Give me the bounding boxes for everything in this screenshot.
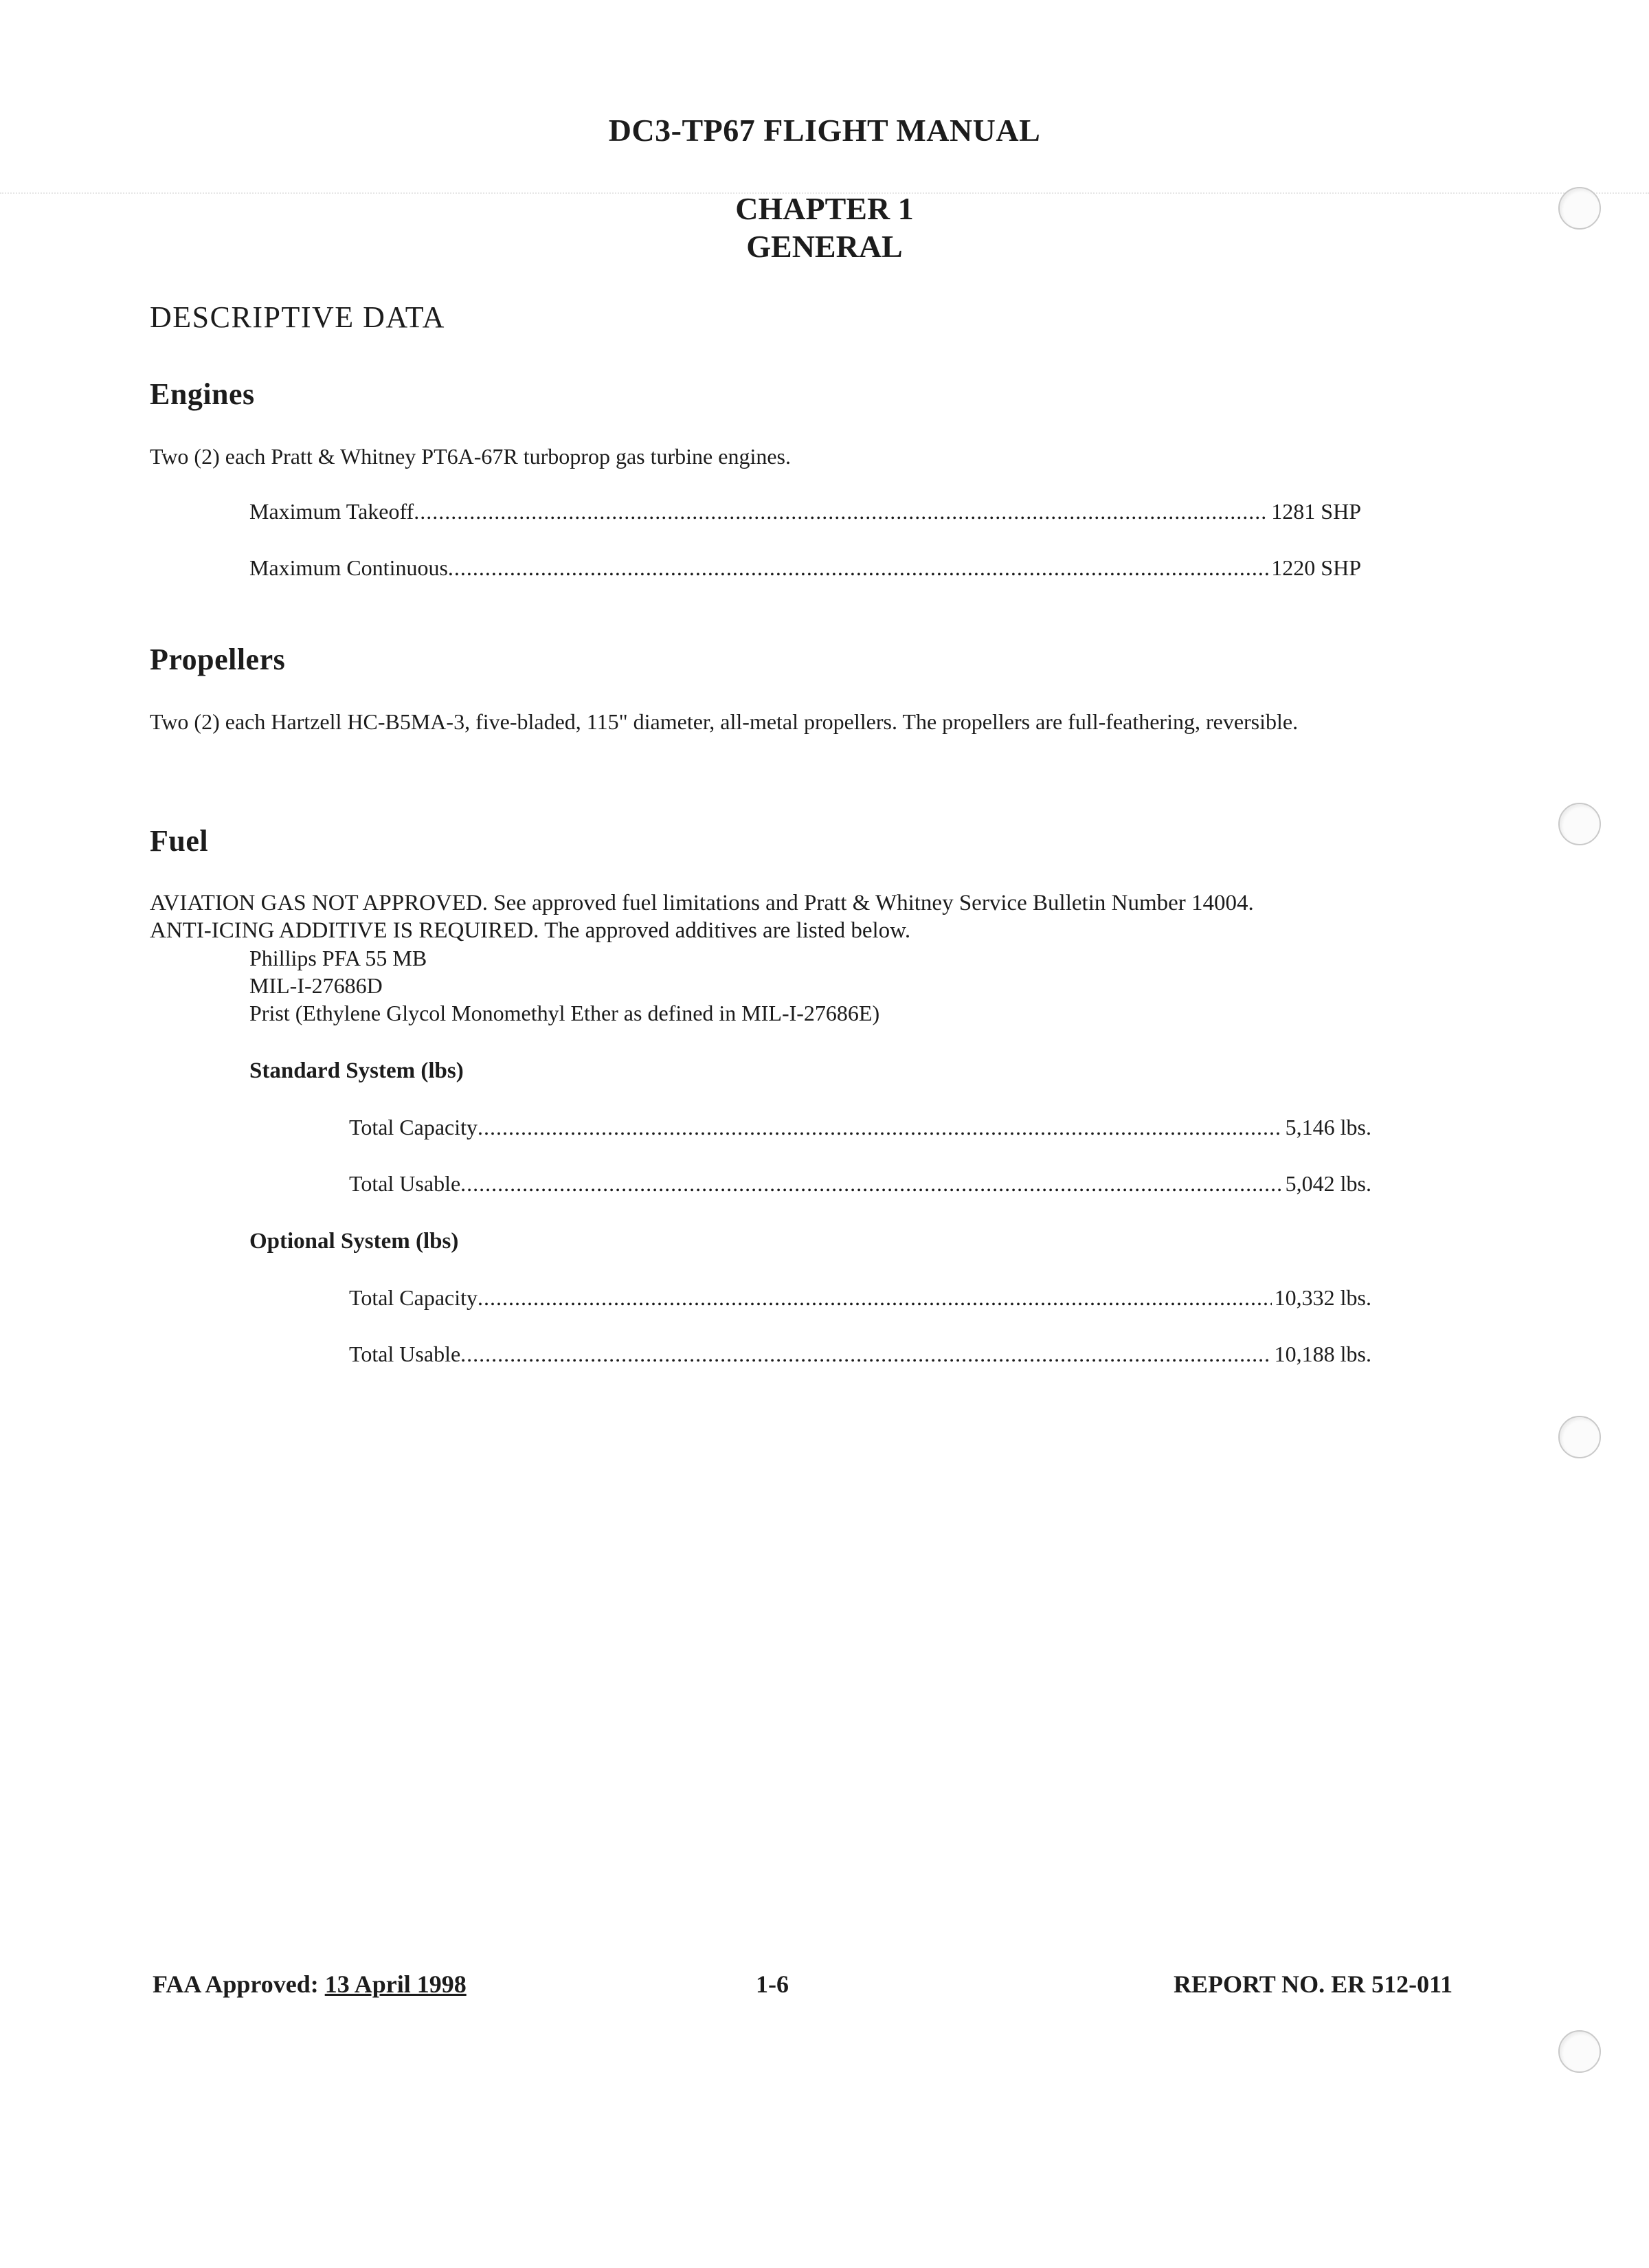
fuel-heading: Fuel	[150, 824, 209, 858]
leader-dots	[460, 1171, 1283, 1197]
spec-value: 5,146 lbs.	[1285, 1115, 1371, 1139]
punch-hole-icon	[1558, 803, 1601, 845]
additive-item: Phillips PFA 55 MB	[249, 946, 427, 970]
spec-value: 10,332 lbs.	[1274, 1285, 1371, 1310]
page-number: 1-6	[756, 1970, 789, 1998]
leader-dots	[414, 499, 1268, 524]
engines-description: Two (2) each Pratt & Whitney PT6A-67R turboprop gas turbine engines.	[150, 444, 791, 469]
report-number: REPORT NO. ER 512-011	[1174, 1970, 1453, 1998]
punch-hole-icon	[1558, 2030, 1601, 2073]
punch-hole-icon	[1558, 1416, 1601, 1458]
leader-dots	[448, 555, 1268, 581]
optional-system-heading: Optional System (lbs)	[249, 1229, 459, 1254]
spec-row-optional-usable	[349, 1342, 1371, 1367]
fuel-note-aviation-gas: AVIATION GAS NOT APPROVED. See approved fuel limitations and Pratt & Whitney Service Bulletin Number 14004.	[150, 891, 1254, 915]
spec-value: 1220 SHP	[1271, 555, 1361, 580]
leader-dots	[460, 1342, 1272, 1367]
spec-row-max-continuous	[249, 555, 1361, 581]
leader-dots	[478, 1285, 1272, 1311]
faa-approved-date: 13 April 1998	[324, 1970, 467, 1998]
chapter-name: GENERAL	[746, 229, 903, 264]
spec-row-optional-capacity	[349, 1285, 1371, 1311]
leader-dots	[478, 1115, 1283, 1140]
spec-label: Maximum Takeoff	[249, 499, 414, 524]
chapter-number: CHAPTER 1	[735, 191, 914, 226]
spec-label: Total Capacity	[349, 1285, 478, 1310]
propellers-description: Two (2) each Hartzell HC-B5MA-3, five-bladed, 115" diameter, all-metal propellers. The propellers are full-feathering, reversible.	[150, 709, 1299, 734]
section-title: DESCRIPTIVE DATA	[150, 300, 445, 334]
spec-value: 1281 SHP	[1271, 499, 1361, 524]
fuel-notes	[150, 889, 1463, 1027]
additive-item: MIL-I-27686D	[249, 973, 383, 998]
spec-label: Total Capacity	[349, 1115, 478, 1139]
spec-row-standard-capacity	[349, 1115, 1371, 1140]
spec-row-max-takeoff	[249, 499, 1361, 524]
spec-label: Total Usable	[349, 1171, 461, 1196]
additive-item: Prist (Ethylene Glycol Monomethyl Ether as defined in MIL-I-27686E)	[249, 1001, 880, 1025]
faa-approved-label: FAA Approved:	[153, 1970, 319, 1998]
engines-heading: Engines	[150, 377, 255, 411]
spec-label: Total Usable	[349, 1342, 461, 1366]
spec-label: Maximum Continuous	[249, 555, 448, 580]
spec-row-standard-usable	[349, 1171, 1371, 1197]
spec-value: 5,042 lbs.	[1285, 1171, 1371, 1196]
spec-value: 10,188 lbs.	[1274, 1342, 1371, 1366]
additive-list	[150, 944, 1463, 1027]
propellers-heading: Propellers	[150, 643, 286, 676]
faa-approval	[153, 1970, 467, 1999]
standard-system-heading: Standard System (lbs)	[249, 1058, 464, 1083]
fuel-note-anti-icing: ANTI-ICING ADDITIVE IS REQUIRED. The approved additives are listed below.	[150, 918, 911, 943]
manual-title: DC3-TP67 FLIGHT MANUAL	[608, 113, 1041, 148]
